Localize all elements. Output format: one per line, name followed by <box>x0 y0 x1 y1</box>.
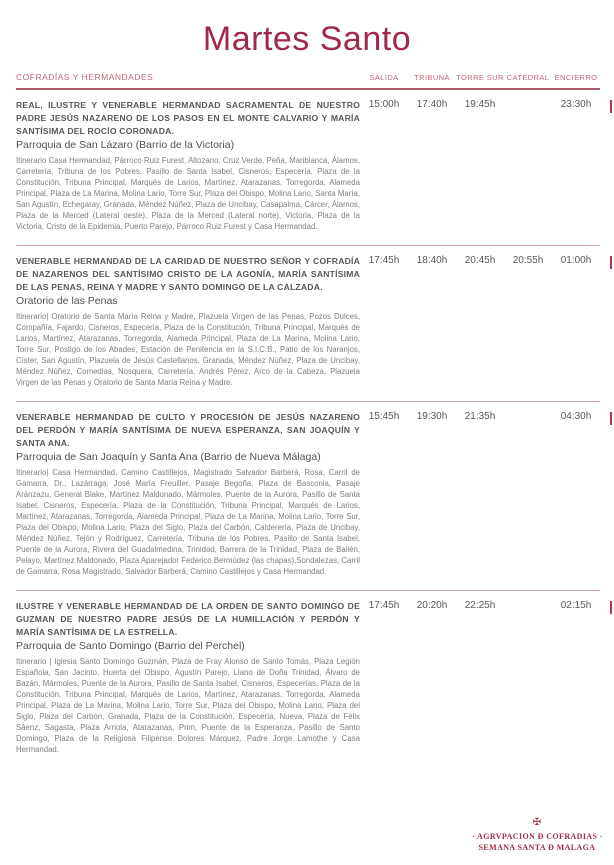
schedule-table <box>16 72 600 768</box>
time-encierro: 04:30h <box>560 411 592 422</box>
time-encierro: 23:30h <box>560 99 592 110</box>
entry-title: ILUSTRE Y VENERABLE HERMANDAD DE LA ORDEN DE SANTO DOMINGO DE GUZMAN DE NUESTRO PADRE JESÚS DE LA HUMILLACIÓN Y PERDÓN Y MARÍA SANTÍSIMA DE LA ESTRELLA. <box>16 601 360 637</box>
cofradia-entry-3 <box>16 402 600 590</box>
entry-times <box>360 411 600 577</box>
time-encierro: 01:00h <box>560 255 592 266</box>
entry-church: Parroquia de Santo Domingo (Barrio del Perchel) <box>16 640 245 652</box>
time-salida: 15:45h <box>368 411 400 422</box>
entry-church: Parroquia de San Joaquín y Santa Ana (Barrio de Nueva Málaga) <box>16 451 321 463</box>
column-header-torre-sur: TORRE SUR <box>456 73 504 82</box>
entry-title: VENERABLE HERMANDAD DE LA CARIDAD DE NUESTRO SEÑOR Y COFRADÍA DE NAZARENOS DEL SANTÍSIMO CRISTO DE LA AGONÍA, MARÍA SANTÍSIMA DE LAS PENAS, REINA Y MADRE Y SANTO DOMINGO DE LA CALZADA. <box>16 256 360 292</box>
cofradia-entry-1 <box>16 90 600 245</box>
time-salida: 17:45h <box>368 255 400 266</box>
footer-line-2: SEMANA SANTA Ð MALAGA <box>478 843 596 852</box>
entry-itinerary: Itinerario| Casa Hermandad, Camino Castillejos, Magistrado Salvador Barberá, Rosa, Carril de Gamarra, Dr., Lazárraga, José María Freuiller, Pasaje Begoña, Plaza de Basconia, Pasaje Aránzazu, General Blake, Martínez Maldonado, Mármoles, Puente de la Aurora, Pasillo de Santa Isabel, Cisneros, Especería, Plaza de la Constitución, Tribuna Principal, Marqués de Larios, Martínez, Atarazanas, Torregorda, Alameda Principal, Plaza de La Marina, Molina Lario, Torre Sur, Plaza del Obispo, Molina Lario, Plaza del Siglo, Plaza del Carbón, Calderería, Plaza de Uncibay, Méndez Núñez, Tejón y Rodríguez, Carretería, Tribuna de los Pobres, Pasillo de Santa Isabel, Puente de la Aurora, Rivera del Guadalmedina, Trinidad, Barrera de la Trinidad, Plaza de Bailén, Pelayo, Martínez Maldonado, Plaza Aparejador Federico Bermúdez (las chapas),Sondalezas, Carril de Gamarra, Rosa Magistrado, Salvador Barberá, Camino Castillejos y Casa Hermandad. <box>16 468 360 576</box>
time-tribuna: 20:20h <box>416 600 448 611</box>
entry-edge-mark <box>610 100 612 113</box>
time-torre-sur: 19:45h <box>464 99 496 110</box>
time-salida: 17:45h <box>368 600 400 611</box>
maltese-cross-icon: ✠ <box>532 817 542 828</box>
column-header-tribuna: TRIBUNA <box>414 73 450 82</box>
time-torre-sur: 22:25h <box>464 600 496 611</box>
entry-church: Parroquia de San Lázaro (Barrio de la Victoria) <box>16 139 235 151</box>
time-tribuna: 18:40h <box>416 255 448 266</box>
column-header-encierro: ENCIERRO <box>554 73 598 82</box>
cofradias-header-label: COFRADÍAS Y HERMANDADES <box>16 72 154 82</box>
entry-description <box>16 411 360 577</box>
footer-line-1: · AGRVPACION Ð COFRADIAS · <box>472 832 603 841</box>
time-salida: 15:00h <box>368 99 400 110</box>
entry-title: REAL, ILUSTRE Y VENERABLE HERMANDAD SACRAMENTAL DE NUESTRO PADRE JESÚS NAZARENO DE LOS PASOS EN EL MONTE CALVARIO Y MARÍA SANTÍSIMA DEL ROCÍO CORONADA. <box>16 100 360 136</box>
table-header-row <box>16 72 600 82</box>
entry-church: Oratorio de las Penas <box>16 295 118 307</box>
entry-times <box>360 99 600 232</box>
time-torre-sur: 21:35h <box>464 411 496 422</box>
entry-edge-mark <box>610 256 612 269</box>
column-header-catedral: CATEDRAL <box>506 73 550 82</box>
time-column-headers <box>360 73 600 82</box>
entry-times <box>360 255 600 388</box>
entry-description <box>16 600 360 755</box>
agrupacion-footer <box>472 818 602 853</box>
time-tribuna: 19:30h <box>416 411 448 422</box>
entry-description <box>16 99 360 232</box>
entry-edge-mark <box>610 412 612 425</box>
time-torre-sur: 20:45h <box>464 255 496 266</box>
entry-description <box>16 255 360 388</box>
entry-itinerary: Itinerario| Oratorio de Santa María Reina y Madre, Plazuela Virgen de las Penas, Pozos Dulces, Compañía, Fajardo, Cisneros, Especería, Plaza de la Constitución, Tribuna Principal, Marqués de Larios, Martínez, Atarazanas, Torregorda, Alameda Principal, Plaza de La Marina, Molina Lario, Torre Sur, Postigo de los Abades, Estación de Penitencia en la S.I.C.B., Patio de los Naranjos, Císter, San Agustín, Plazuela de Jesús Castellanos, Granada, Méndez Núñez, Plaza de Uncibay, Méndez Núñez, Comedias, Nosquera, Carretería, Andrés Pérez, Arco de la Cabeza, Plazuela Virgen de las Penas y Oratorio de Santa María Reina y Madre. <box>16 312 360 387</box>
cofradia-entry-2 <box>16 246 600 401</box>
page-title: Martes Santo <box>202 20 412 58</box>
cofradia-entry-4 <box>16 591 600 768</box>
entry-itinerary: Itinerario | Iglesia Santo Domingo Guzmán, Plaza de Fray Alonso de Santo Tomás, Plaza Legión Española, San Jacinto, Huerta del Obispo, Agustín Parejo, Llano de Doña Trinidad, Álvaro de Bazán, Mármoles, Puente de la Aurora, Pasillo de Santa Isabel, Cisneros, Especerías, Plaza de la Constitución, Tribuna Principal, Marqués de Larios, Martínez, Atarazanas, Torregorda, Alameda Principal, Plaza de La Marina, Molina Lario, Torre Sur, Plaza del Obispo, Molina Lario, Plaza del Siglo, Plaza del Carbón, Granada, Plaza de la Constitución, Especería, Nueva, Plaza de Félix Sáenz, Sagasta, Plaza Arriola, Atarazanas, Prim, Puente de la Esperanza, Pasillo de Santo Domingo, Plaza de la Religiosa Filipense Dolores Márquez, Padre Jorge Lamothe y Casa Hermandad. <box>16 657 360 754</box>
entry-edge-mark <box>610 601 612 614</box>
column-header-salida: SALIDA <box>369 73 399 82</box>
time-catedral: 20:55h <box>512 255 544 266</box>
entry-itinerary: Itinerario Casa Hermandad, Párroco Ruiz Furest, Altozano, Cruz Verde, Peña, Mariblanca, Álamos, Carretería, Tribuna de los Pobres, Pasillo de Santa Isabel, Cisneros, Especería, Plaza de la Constitución, Tribuna Principal, Marqués de Larios, Martínez, Atarazanas, Torregorda, Alameda Principal, Plaza de La Marina, Molina Lario, Torre Sur, Plaza del Obispo, Molina Lario, Santa María, San Agustín, Echegaray, Granada, Méndez Núñez, Plaza de Uncibay, Casapalma, Cárcer, Álamos, Plaza de la Merced (Lateral oeste), Plaza de la Merced (Lateral norte), Victoria, Plaza de la Victoria, Cristo de la Epidemia, Puerto Parejo, Párroco Ruiz Furest y Casa Hermandad. <box>16 156 360 231</box>
entry-title: VENERABLE HERMANDAD DE CULTO Y PROCESIÓN DE JESÚS NAZARENO DEL PERDÓN Y MARÍA SANTÍSIMA DE NUEVA ESPERANZA, SAN JOAQUÍN Y SANTA ANA. <box>16 412 360 448</box>
time-encierro: 02:15h <box>560 600 592 611</box>
time-tribuna: 17:40h <box>416 99 448 110</box>
entry-times <box>360 600 600 755</box>
